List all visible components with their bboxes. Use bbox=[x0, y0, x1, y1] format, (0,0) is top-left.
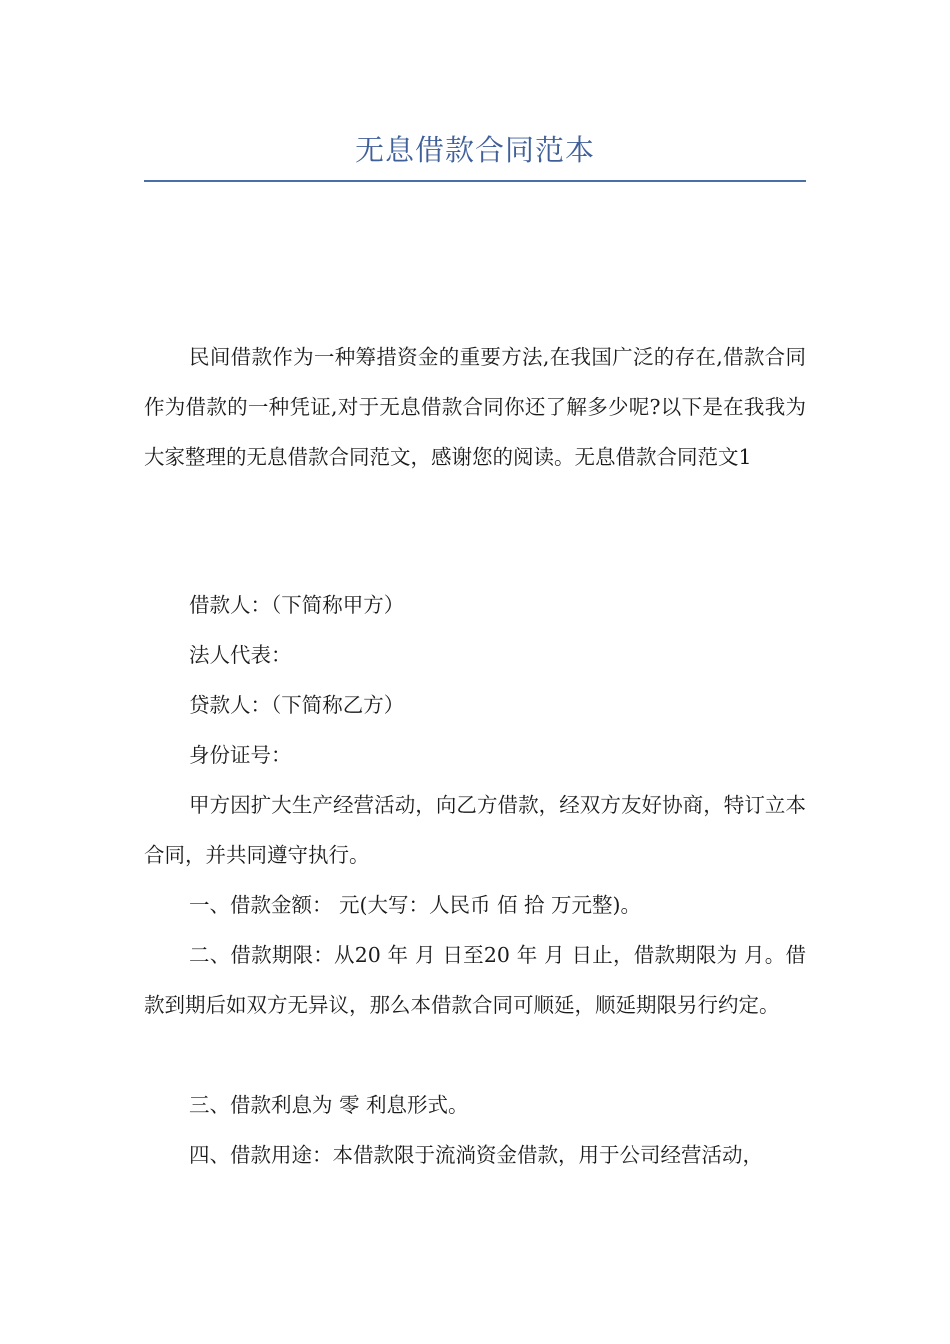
title-underline bbox=[144, 180, 806, 182]
borrower-line: 借款人：（下简称甲方） bbox=[189, 593, 405, 617]
lender-line: 贷款人：（下简称乙方） bbox=[189, 693, 405, 717]
intro-paragraph: 民间借款作为一种筹措资金的重要方法,在我国广泛的存在,借款合同作为借款的一种凭证,对于无息借款合同你还了解多少呢?以下是在我我为大家整理的无息借款合同范文，感谢您的阅读。无息借款合同范文1 bbox=[144, 345, 806, 469]
preamble-paragraph: 甲方因扩大生产经营活动，向乙方借款，经双方友好协商，特订立本合同，并共同遵守执行。 bbox=[144, 793, 806, 867]
clause-4-purpose: 四、借款用途：本借款限于流淌资金借款，用于公司经营活动， bbox=[189, 1143, 763, 1167]
clause-1-amount: 一、借款金额： 元(大写：人民币 佰 拾 万元整)。 bbox=[189, 893, 642, 917]
legal-rep-line: 法人代表： bbox=[189, 643, 292, 667]
clause-3-interest: 三、借款利息为 零 利息形式。 bbox=[189, 1093, 469, 1117]
id-number-line: 身份证号： bbox=[189, 743, 292, 767]
document-title: 无息借款合同范本 bbox=[354, 133, 595, 167]
clause-2-term: 二、借款期限：从20 年 月 日至20 年 月 日止，借款期限为 月。借款到期后如双方无异议，那么本借款合同可顺延，顺延期限另行约定。 bbox=[144, 943, 806, 1017]
